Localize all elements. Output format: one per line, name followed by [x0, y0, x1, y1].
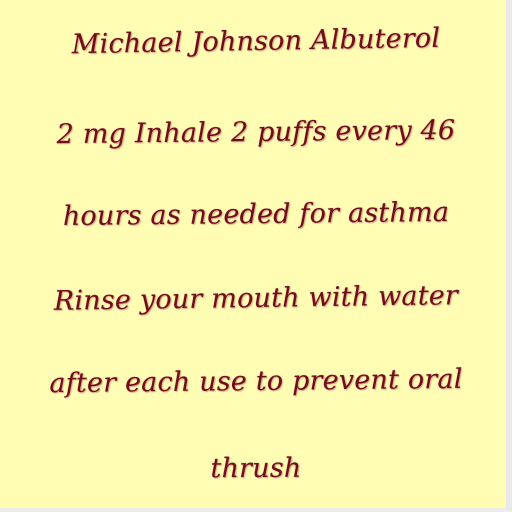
- note-line-usage: hours as needed for asthma: [62, 196, 450, 233]
- note-line-dosage: 2 mg Inhale 2 puffs every 46: [56, 114, 456, 151]
- note-line-patient-medication: Michael Johnson Albuterol: [71, 22, 441, 61]
- note-line-thrush: thrush: [210, 452, 302, 485]
- note-line-rinse-instruction: Rinse your mouth with water: [53, 280, 459, 317]
- note-line-after-use: after each use to prevent oral: [49, 363, 463, 400]
